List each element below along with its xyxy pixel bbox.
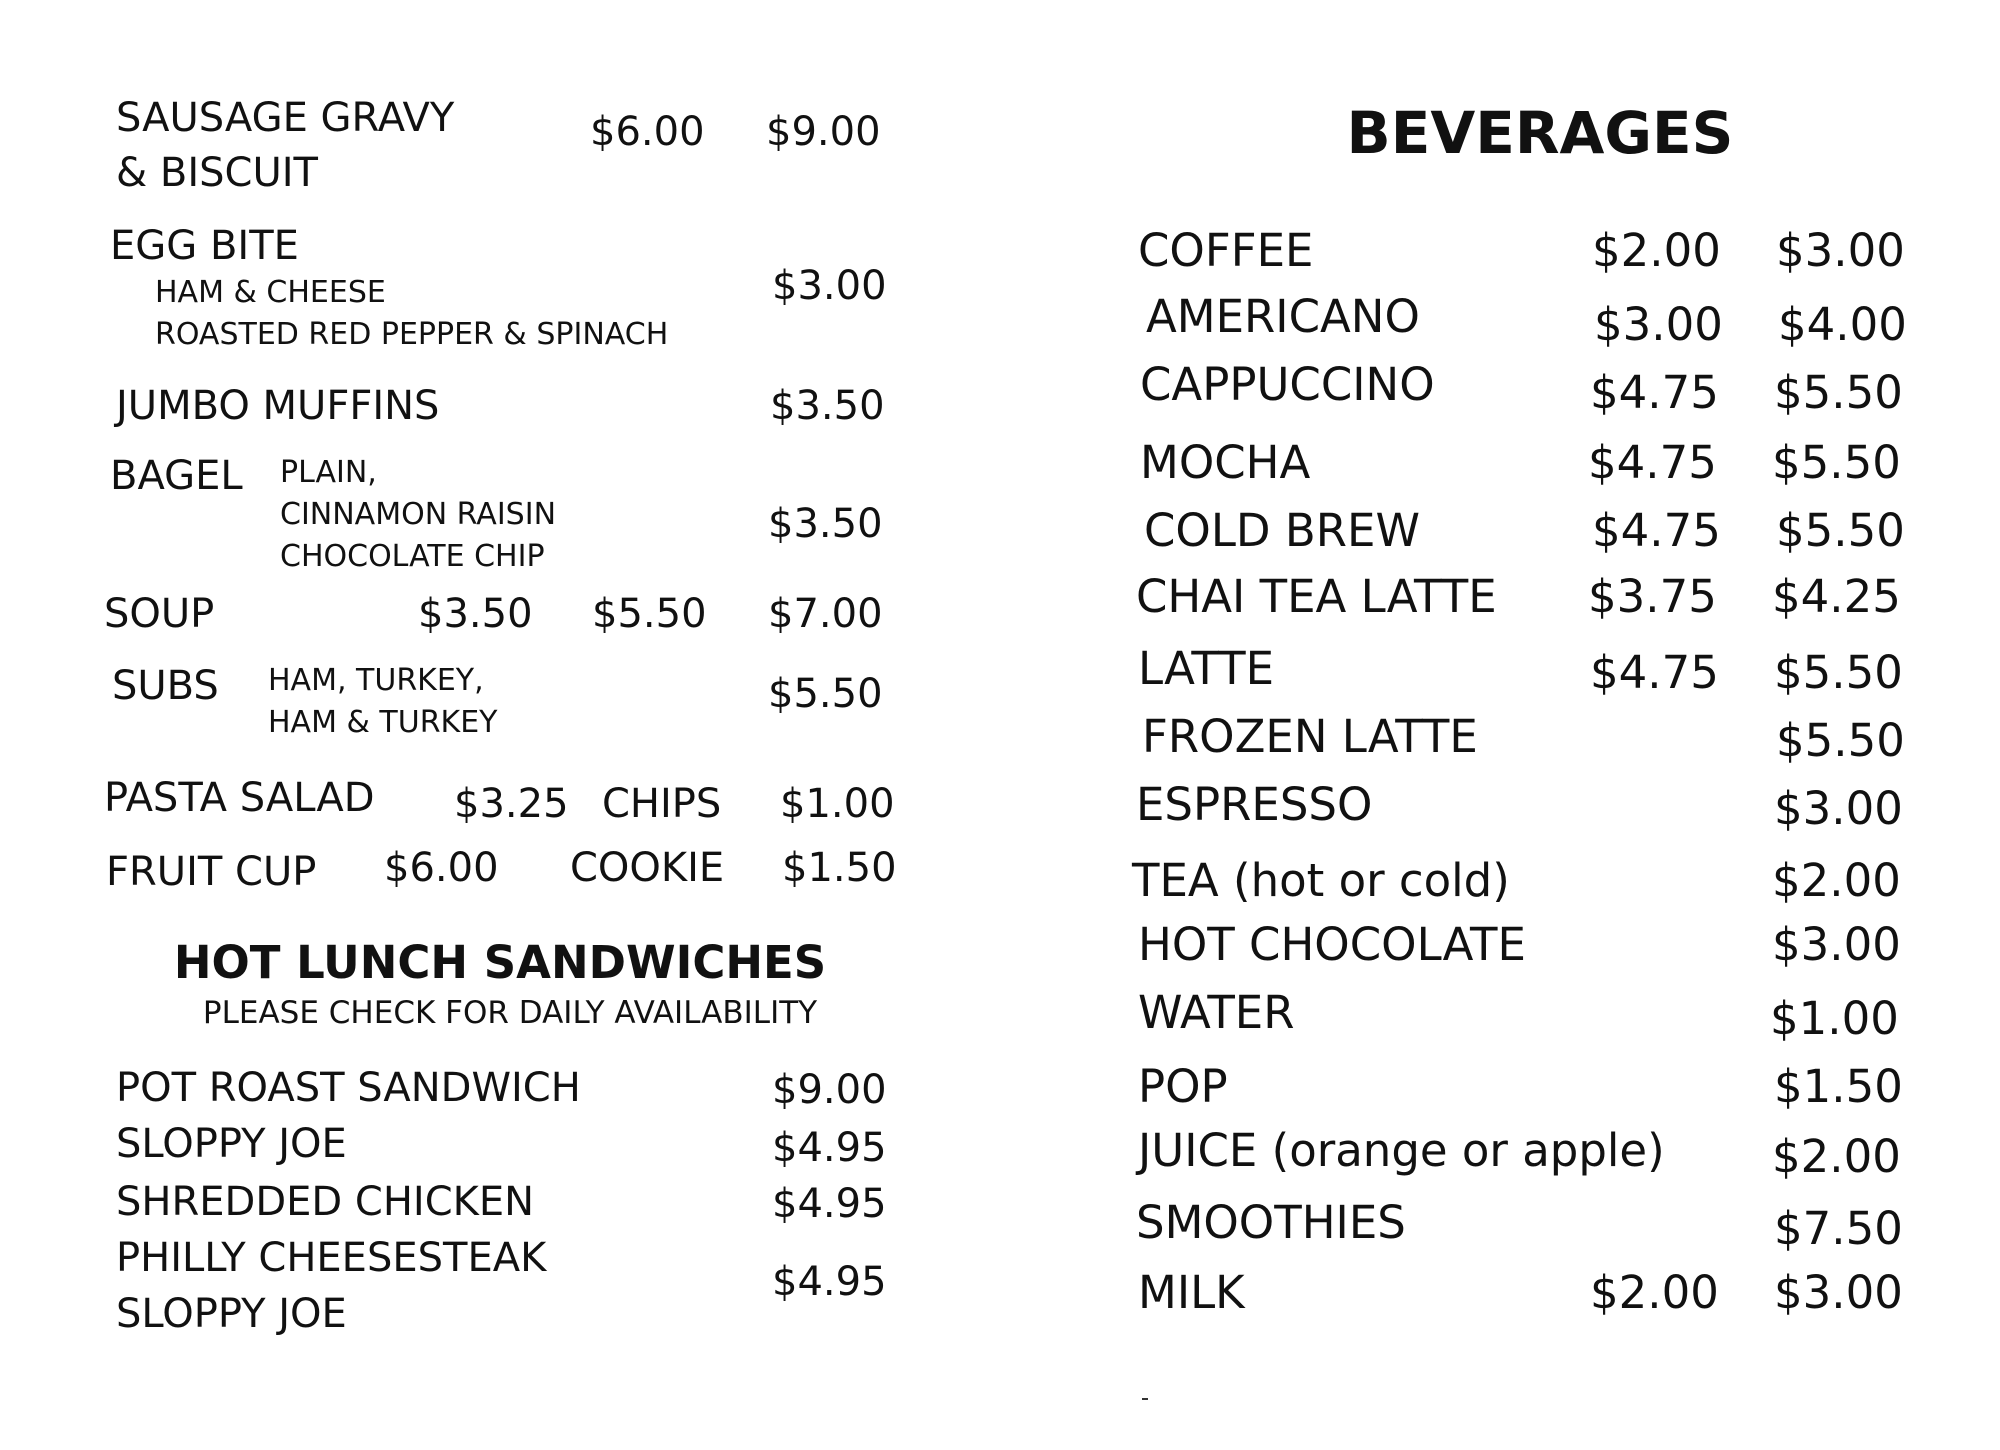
beverage-price-large: $1.00 [1770,992,1899,1045]
beverage-price-large: $3.00 [1774,782,1903,835]
beverage-price-small: $2.00 [1590,1266,1719,1319]
hot-lunch-item-name: POT ROAST SANDWICH [116,1065,581,1111]
hot-lunch-title: HOT LUNCH SANDWICHES [173,936,827,989]
beverage-name: SMOOTHIES [1136,1196,1406,1249]
soup-name: SOUP [104,591,215,637]
cookie-name: COOKIE [570,845,725,891]
sausage-gravy-name: SAUSAGE GRAVY [116,95,455,141]
chips-price: $1.00 [780,781,895,827]
bagel-option: PLAIN, [280,455,377,490]
beverage-price-large: $2.00 [1772,1130,1901,1183]
beverage-name: POP [1138,1060,1228,1113]
beverage-price-small: $4.75 [1592,504,1721,557]
subs-option: HAM & TURKEY [268,705,498,740]
beverage-price-large: $4.00 [1778,298,1907,351]
hot-lunch-item-name: PHILLY CHEESESTEAK [116,1235,547,1281]
beverage-price-small: $2.00 [1592,224,1721,277]
fruit-cup-price: $6.00 [384,845,499,891]
hot-lunch-item-name: SLOPPY JOE [116,1121,347,1167]
beverage-price-large: $3.00 [1774,1266,1903,1319]
beverage-name: MOCHA [1140,436,1311,489]
beverage-price-large: $3.00 [1772,918,1901,971]
bagel-name: BAGEL [110,453,243,499]
beverage-price-small: $4.75 [1590,366,1719,419]
beverage-price-small: $3.75 [1588,570,1717,623]
beverage-price-small: $4.75 [1588,436,1717,489]
beverage-name: FROZEN LATTE [1142,710,1478,763]
egg-bite-name: EGG BITE [110,223,299,269]
beverage-price-large: $5.50 [1776,714,1905,767]
beverages-title: BEVERAGES [1346,99,1734,167]
hot-lunch-item-name: SHREDDED CHICKEN [116,1179,535,1225]
soup-price-large: $7.00 [768,591,883,637]
beverage-price-large: $1.50 [1774,1060,1903,1113]
hot-lunch-subtitle: PLEASE CHECK FOR DAILY AVAILABILITY [202,995,818,1031]
beverage-name: MILK [1138,1266,1245,1319]
beverage-name: TEA (hot or cold) [1132,854,1510,907]
beverage-name: CAPPUCCINO [1140,358,1435,411]
hot-lunch-item-price: $4.95 [772,1259,887,1305]
beverage-name: CHAI TEA LATTE [1136,570,1497,623]
beverage-name: COLD BREW [1144,504,1420,557]
sausage-gravy-name-line2: & BISCUIT [116,150,318,196]
beverage-price-large: $5.50 [1774,646,1903,699]
beverage-name: AMERICANO [1146,290,1420,343]
soup-price-bowl: $5.50 [592,591,707,637]
beverage-name: WATER [1138,986,1295,1039]
beverage-price-small: $3.00 [1594,298,1723,351]
subs-name: SUBS [112,663,219,709]
subs-price: $5.50 [768,671,883,717]
chips-name: CHIPS [602,781,722,827]
beverage-price-large: $4.25 [1772,570,1901,623]
pasta-salad-price: $3.25 [454,781,569,827]
sausage-gravy-price-large: $9.00 [766,109,881,155]
beverage-price-small: $4.75 [1590,646,1719,699]
egg-bite-price: $3.00 [772,263,887,309]
soup-price-cup: $3.50 [418,591,533,637]
sausage-gravy-price-small: $6.00 [590,109,705,155]
beverage-price-large: $5.50 [1772,436,1901,489]
egg-bite-option: ROASTED RED PEPPER & SPINACH [155,317,669,352]
bagel-option: CHOCOLATE CHIP [280,539,545,574]
hot-lunch-item-price: $4.95 [772,1125,887,1171]
cookie-price: $1.50 [782,845,897,891]
subs-option: HAM, TURKEY, [268,663,484,698]
beverage-name: HOT CHOCOLATE [1138,918,1526,971]
pasta-salad-name: PASTA SALAD [104,775,375,821]
beverage-price-large: $5.50 [1776,504,1905,557]
hot-lunch-item-price: $4.95 [772,1181,887,1227]
jumbo-muffins-price: $3.50 [770,383,885,429]
jumbo-muffins-name: JUMBO MUFFINS [116,383,440,429]
beverage-price-large: $7.50 [1774,1202,1903,1255]
hot-lunch-item-price: $9.00 [772,1067,887,1113]
hot-lunch-item-name-line2: SLOPPY JOE [116,1291,347,1337]
bagel-option: CINNAMON RAISIN [280,497,557,532]
beverage-name: COFFEE [1138,224,1314,277]
beverage-name: ESPRESSO [1136,778,1373,831]
egg-bite-option: HAM & CHEESE [155,275,386,310]
beverage-price-large: $2.00 [1772,854,1901,907]
beverage-price-large: $5.50 [1774,366,1903,419]
beverage-name: LATTE [1138,642,1275,695]
beverage-name: JUICE (orange or apple) [1138,1124,1665,1177]
bagel-price: $3.50 [768,501,883,547]
fruit-cup-name: FRUIT CUP [106,849,317,895]
beverage-price-large: $3.00 [1776,224,1905,277]
stray-mark [1142,1398,1148,1400]
